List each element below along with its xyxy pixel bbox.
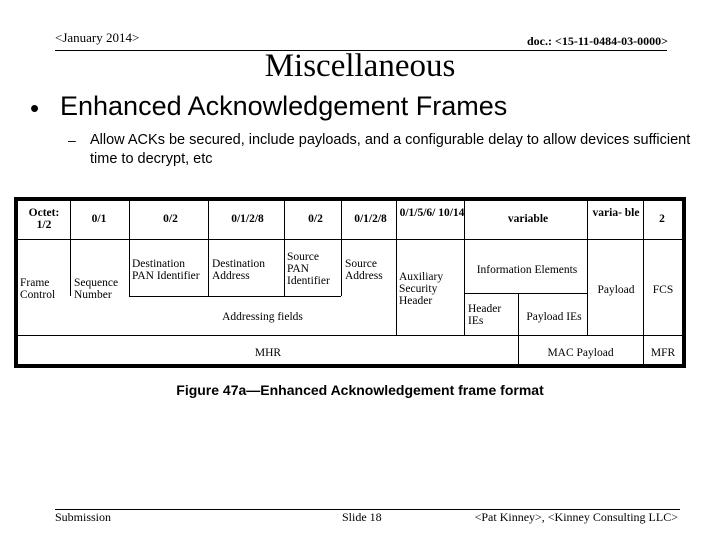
footer-slide-number: Slide 18	[342, 510, 382, 524]
field-mhr: MHR	[254, 347, 282, 359]
field-destination-pan: Destination PAN Identifier	[132, 258, 200, 282]
col-divider	[284, 201, 285, 296]
field-destination-address: Destination Address	[212, 258, 266, 282]
field-mfr: MFR	[650, 347, 676, 359]
header-date: <January 2014>	[55, 30, 140, 45]
header-doc-id: doc.: <15-11-0484-03-0000>	[527, 34, 668, 48]
field-payload-ies: Payload IEs	[526, 311, 582, 323]
field-sequence-number: Sequence Number	[74, 277, 119, 301]
octet-cell-8: varia- ble	[592, 207, 640, 219]
octet-cell-9: 2	[659, 213, 665, 225]
field-mac-payload: MAC Payload	[547, 347, 614, 359]
row-divider-bottom	[18, 335, 682, 336]
col-divider	[341, 201, 342, 296]
col-divider	[643, 201, 644, 364]
col-divider	[129, 201, 130, 296]
octet-cell-4: 0/2	[308, 213, 323, 225]
octet-cell-7: variable	[507, 213, 549, 225]
col-divider	[587, 201, 588, 335]
col-divider	[464, 201, 465, 335]
frame-format-figure	[14, 197, 686, 368]
bullet-text: Enhanced Acknowledgement Frames	[60, 91, 508, 121]
octet-cell-1: 0/1	[91, 213, 107, 225]
row-divider-top	[18, 239, 682, 240]
field-source-address: Source Address	[345, 258, 383, 282]
field-fcs: FCS	[652, 284, 674, 296]
field-source-pan: Source PAN Identifier	[287, 251, 330, 287]
field-frame-control: Frame Control	[20, 277, 56, 301]
octet-cell-5: 0/1/2/8	[354, 213, 387, 225]
field-header-ies: Header IEs	[468, 303, 502, 327]
frame-format-table	[18, 201, 682, 364]
field-information-elements: Information Elements	[476, 264, 578, 276]
octet-cell-0: Octet: 1/2	[28, 207, 60, 231]
field-payload: Payload	[597, 284, 635, 296]
octet-cell-3: 0/1/2/8	[231, 213, 264, 225]
sub-bullet-dash: –	[68, 132, 76, 148]
footer-submission: Submission	[55, 510, 112, 524]
figure-caption: Figure 47a—Enhanced Acknowledgement frame format	[176, 382, 544, 398]
bullet-dot: •	[30, 93, 40, 123]
sub-bullet-text: Allow ACKs be secured, include payloads, and a configurable delay to allow devices sufficient time to decrypt, etc	[90, 132, 691, 167]
octet-cell-2: 0/2	[163, 213, 178, 225]
col-divider	[70, 201, 71, 296]
addressing-divider	[129, 296, 341, 297]
octet-cell-6: 0/1/5/6/ 10/14	[399, 207, 465, 219]
footer-author: <Pat Kinney>, <Kinney Consulting LLC>	[474, 510, 678, 524]
col-divider	[208, 201, 209, 296]
col-divider	[396, 201, 397, 335]
field-auxiliary-security-header: Auxiliary Security Header	[399, 271, 444, 307]
field-addressing: Addressing fields	[222, 311, 303, 323]
ie-divider	[464, 293, 587, 294]
slide-title: Miscellaneous	[264, 48, 456, 84]
